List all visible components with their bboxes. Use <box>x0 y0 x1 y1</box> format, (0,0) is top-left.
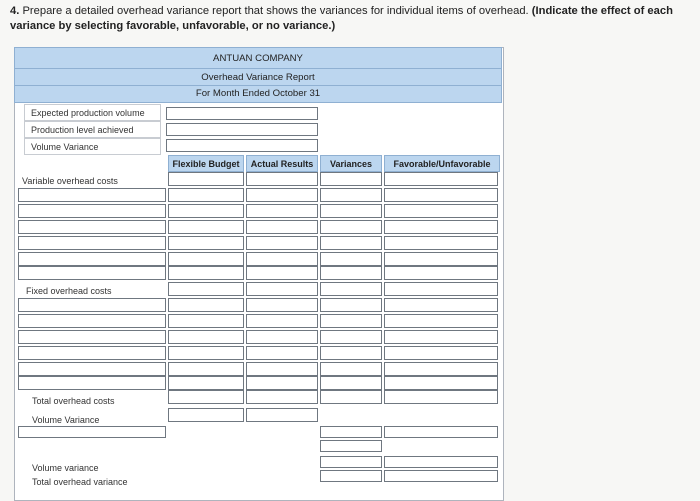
fixed-row-item-input[interactable] <box>18 362 166 376</box>
company-name: ANTUAN COMPANY <box>213 53 303 64</box>
variable-row-flexible-input[interactable] <box>168 204 244 218</box>
variable-header-row-fav-unfav-input[interactable] <box>384 172 498 186</box>
fixed-row-variance-input[interactable] <box>320 362 382 376</box>
fixed-row-item-input[interactable] <box>18 314 166 328</box>
question-number: 4. <box>10 5 20 17</box>
question-text <box>10 4 692 34</box>
total-overhead-row-fav-unfav-input[interactable] <box>384 390 498 404</box>
variable-row-variance-input[interactable] <box>320 236 382 250</box>
fixed-row-actual-input[interactable] <box>246 362 318 376</box>
expected-production-input[interactable] <box>166 107 318 120</box>
volume-variance-top-label: Volume Variance <box>24 138 161 155</box>
total-variance-label: Total overhead variance <box>32 477 128 487</box>
fixed-row-variance-input[interactable] <box>320 314 382 328</box>
variable-row-actual-input[interactable] <box>246 266 318 280</box>
variable-row-variance-input[interactable] <box>320 252 382 266</box>
fixed-row-flexible-input[interactable] <box>168 330 244 344</box>
fixed-row-variance-input[interactable] <box>320 298 382 312</box>
production-achieved-label: Production level achieved <box>24 121 161 138</box>
fixed-row-item-input[interactable] <box>18 330 166 344</box>
fixed-row-flexible-input[interactable] <box>168 346 244 360</box>
expected-production-label: Expected production volume <box>24 104 161 121</box>
fixed-header-row-actual-input[interactable] <box>246 282 318 296</box>
variable-row-fav-unfav-input[interactable] <box>384 188 498 202</box>
fixed-row-actual-input[interactable] <box>246 314 318 328</box>
fixed-row-flexible-input[interactable] <box>168 362 244 376</box>
volume-variance-sub-row-variance-input[interactable] <box>320 440 382 452</box>
fixed-row-fav-unfav-input[interactable] <box>384 298 498 312</box>
volume-variance-label: Volume Variance <box>32 415 100 425</box>
volume-variance-lower-label: Volume variance <box>32 463 99 473</box>
variable-row-item-input[interactable] <box>18 252 166 266</box>
fixed-row-fav-unfav-input[interactable] <box>384 330 498 344</box>
production-achieved-input[interactable] <box>166 123 318 136</box>
volume-variance-row-fav-unfav-input[interactable] <box>384 426 498 438</box>
fixed-row-actual-input[interactable] <box>246 346 318 360</box>
variable-header-row-actual-input[interactable] <box>246 172 318 186</box>
variable-row-flexible-input[interactable] <box>168 252 244 266</box>
question-body: Prepare a detailed overhead variance report that shows the variances for individual items of overhead. <box>22 5 529 17</box>
variable-row-variance-input[interactable] <box>320 220 382 234</box>
variable-row-fav-unfav-input[interactable] <box>384 220 498 234</box>
report-period: For Month Ended October 31 <box>195 88 321 99</box>
fixed-row-variance-input[interactable] <box>320 376 382 390</box>
volume-variance-lower-row-fav-unfav-input[interactable] <box>384 456 498 468</box>
fixed-row-fav-unfav-input[interactable] <box>384 362 498 376</box>
variable-row-fav-unfav-input[interactable] <box>384 266 498 280</box>
col-flexible-budget: Flexible Budget <box>168 155 244 172</box>
variable-row-flexible-input[interactable] <box>168 188 244 202</box>
fixed-costs-label: Fixed overhead costs <box>26 286 112 296</box>
volume-variance-row-variance-input[interactable] <box>320 426 382 438</box>
variable-row-variance-input[interactable] <box>320 188 382 202</box>
fixed-row-variance-input[interactable] <box>320 346 382 360</box>
fixed-row-fav-unfav-input[interactable] <box>384 314 498 328</box>
question-instruction: (Indicate the effect of each variance by selecting favorable, unfavorable, or no variance.) <box>10 5 673 32</box>
fixed-row-item-input[interactable] <box>18 298 166 312</box>
report-title: Overhead Variance Report <box>201 72 315 83</box>
variable-row-actual-input[interactable] <box>246 204 318 218</box>
total-overhead-row-variance-input[interactable] <box>320 390 382 404</box>
variable-row-flexible-input[interactable] <box>168 236 244 250</box>
total-overhead-label: Total overhead costs <box>32 396 115 406</box>
fixed-row-item-input[interactable] <box>18 346 166 360</box>
fixed-row-flexible-input[interactable] <box>168 314 244 328</box>
variable-row-fav-unfav-input[interactable] <box>384 236 498 250</box>
fixed-row-actual-input[interactable] <box>246 330 318 344</box>
total-overhead-row-flexible-input[interactable] <box>168 390 244 404</box>
variable-row-variance-input[interactable] <box>320 266 382 280</box>
variable-row-flexible-input[interactable] <box>168 266 244 280</box>
variable-row-actual-input[interactable] <box>246 236 318 250</box>
report-header <box>14 47 502 103</box>
fixed-row-fav-unfav-input[interactable] <box>384 376 498 390</box>
total-variance-row-fav-unfav-input[interactable] <box>384 470 498 482</box>
total-extra-row-actual-input[interactable] <box>246 408 318 422</box>
fixed-row-fav-unfav-input[interactable] <box>384 346 498 360</box>
variable-row-fav-unfav-input[interactable] <box>384 252 498 266</box>
col-actual-results: Actual Results <box>246 155 318 172</box>
variable-row-item-input[interactable] <box>18 236 166 250</box>
fixed-row-actual-input[interactable] <box>246 376 318 390</box>
variable-costs-label: Variable overhead costs <box>22 176 118 186</box>
volume-variance-lower-row-variance-input[interactable] <box>320 456 382 468</box>
variable-header-row-flexible-input[interactable] <box>168 172 244 186</box>
fixed-row-item-input[interactable] <box>18 376 166 390</box>
fixed-row-flexible-input[interactable] <box>168 298 244 312</box>
variable-row-actual-input[interactable] <box>246 188 318 202</box>
variable-row-item-input[interactable] <box>18 188 166 202</box>
col-favorable-unfavorable: Favorable/Unfavorable <box>384 155 500 172</box>
total-variance-row-variance-input[interactable] <box>320 470 382 482</box>
total-extra-row-flexible-input[interactable] <box>168 408 244 422</box>
variable-header-row-variance-input[interactable] <box>320 172 382 186</box>
variable-row-item-input[interactable] <box>18 220 166 234</box>
variable-row-fav-unfav-input[interactable] <box>384 204 498 218</box>
variable-row-actual-input[interactable] <box>246 220 318 234</box>
fixed-row-variance-input[interactable] <box>320 330 382 344</box>
fixed-row-flexible-input[interactable] <box>168 376 244 390</box>
volume-variance-line-item-input[interactable] <box>18 426 166 438</box>
variable-row-variance-input[interactable] <box>320 204 382 218</box>
fixed-header-row-fav-unfav-input[interactable] <box>384 282 498 296</box>
variable-row-item-input[interactable] <box>18 266 166 280</box>
volume-variance-input[interactable] <box>166 139 318 152</box>
total-overhead-row-actual-input[interactable] <box>246 390 318 404</box>
variable-row-item-input[interactable] <box>18 204 166 218</box>
variable-row-flexible-input[interactable] <box>168 220 244 234</box>
fixed-row-actual-input[interactable] <box>246 298 318 312</box>
fixed-header-row-variance-input[interactable] <box>320 282 382 296</box>
col-variances: Variances <box>320 155 382 172</box>
variable-row-actual-input[interactable] <box>246 252 318 266</box>
fixed-header-row-flexible-input[interactable] <box>168 282 244 296</box>
